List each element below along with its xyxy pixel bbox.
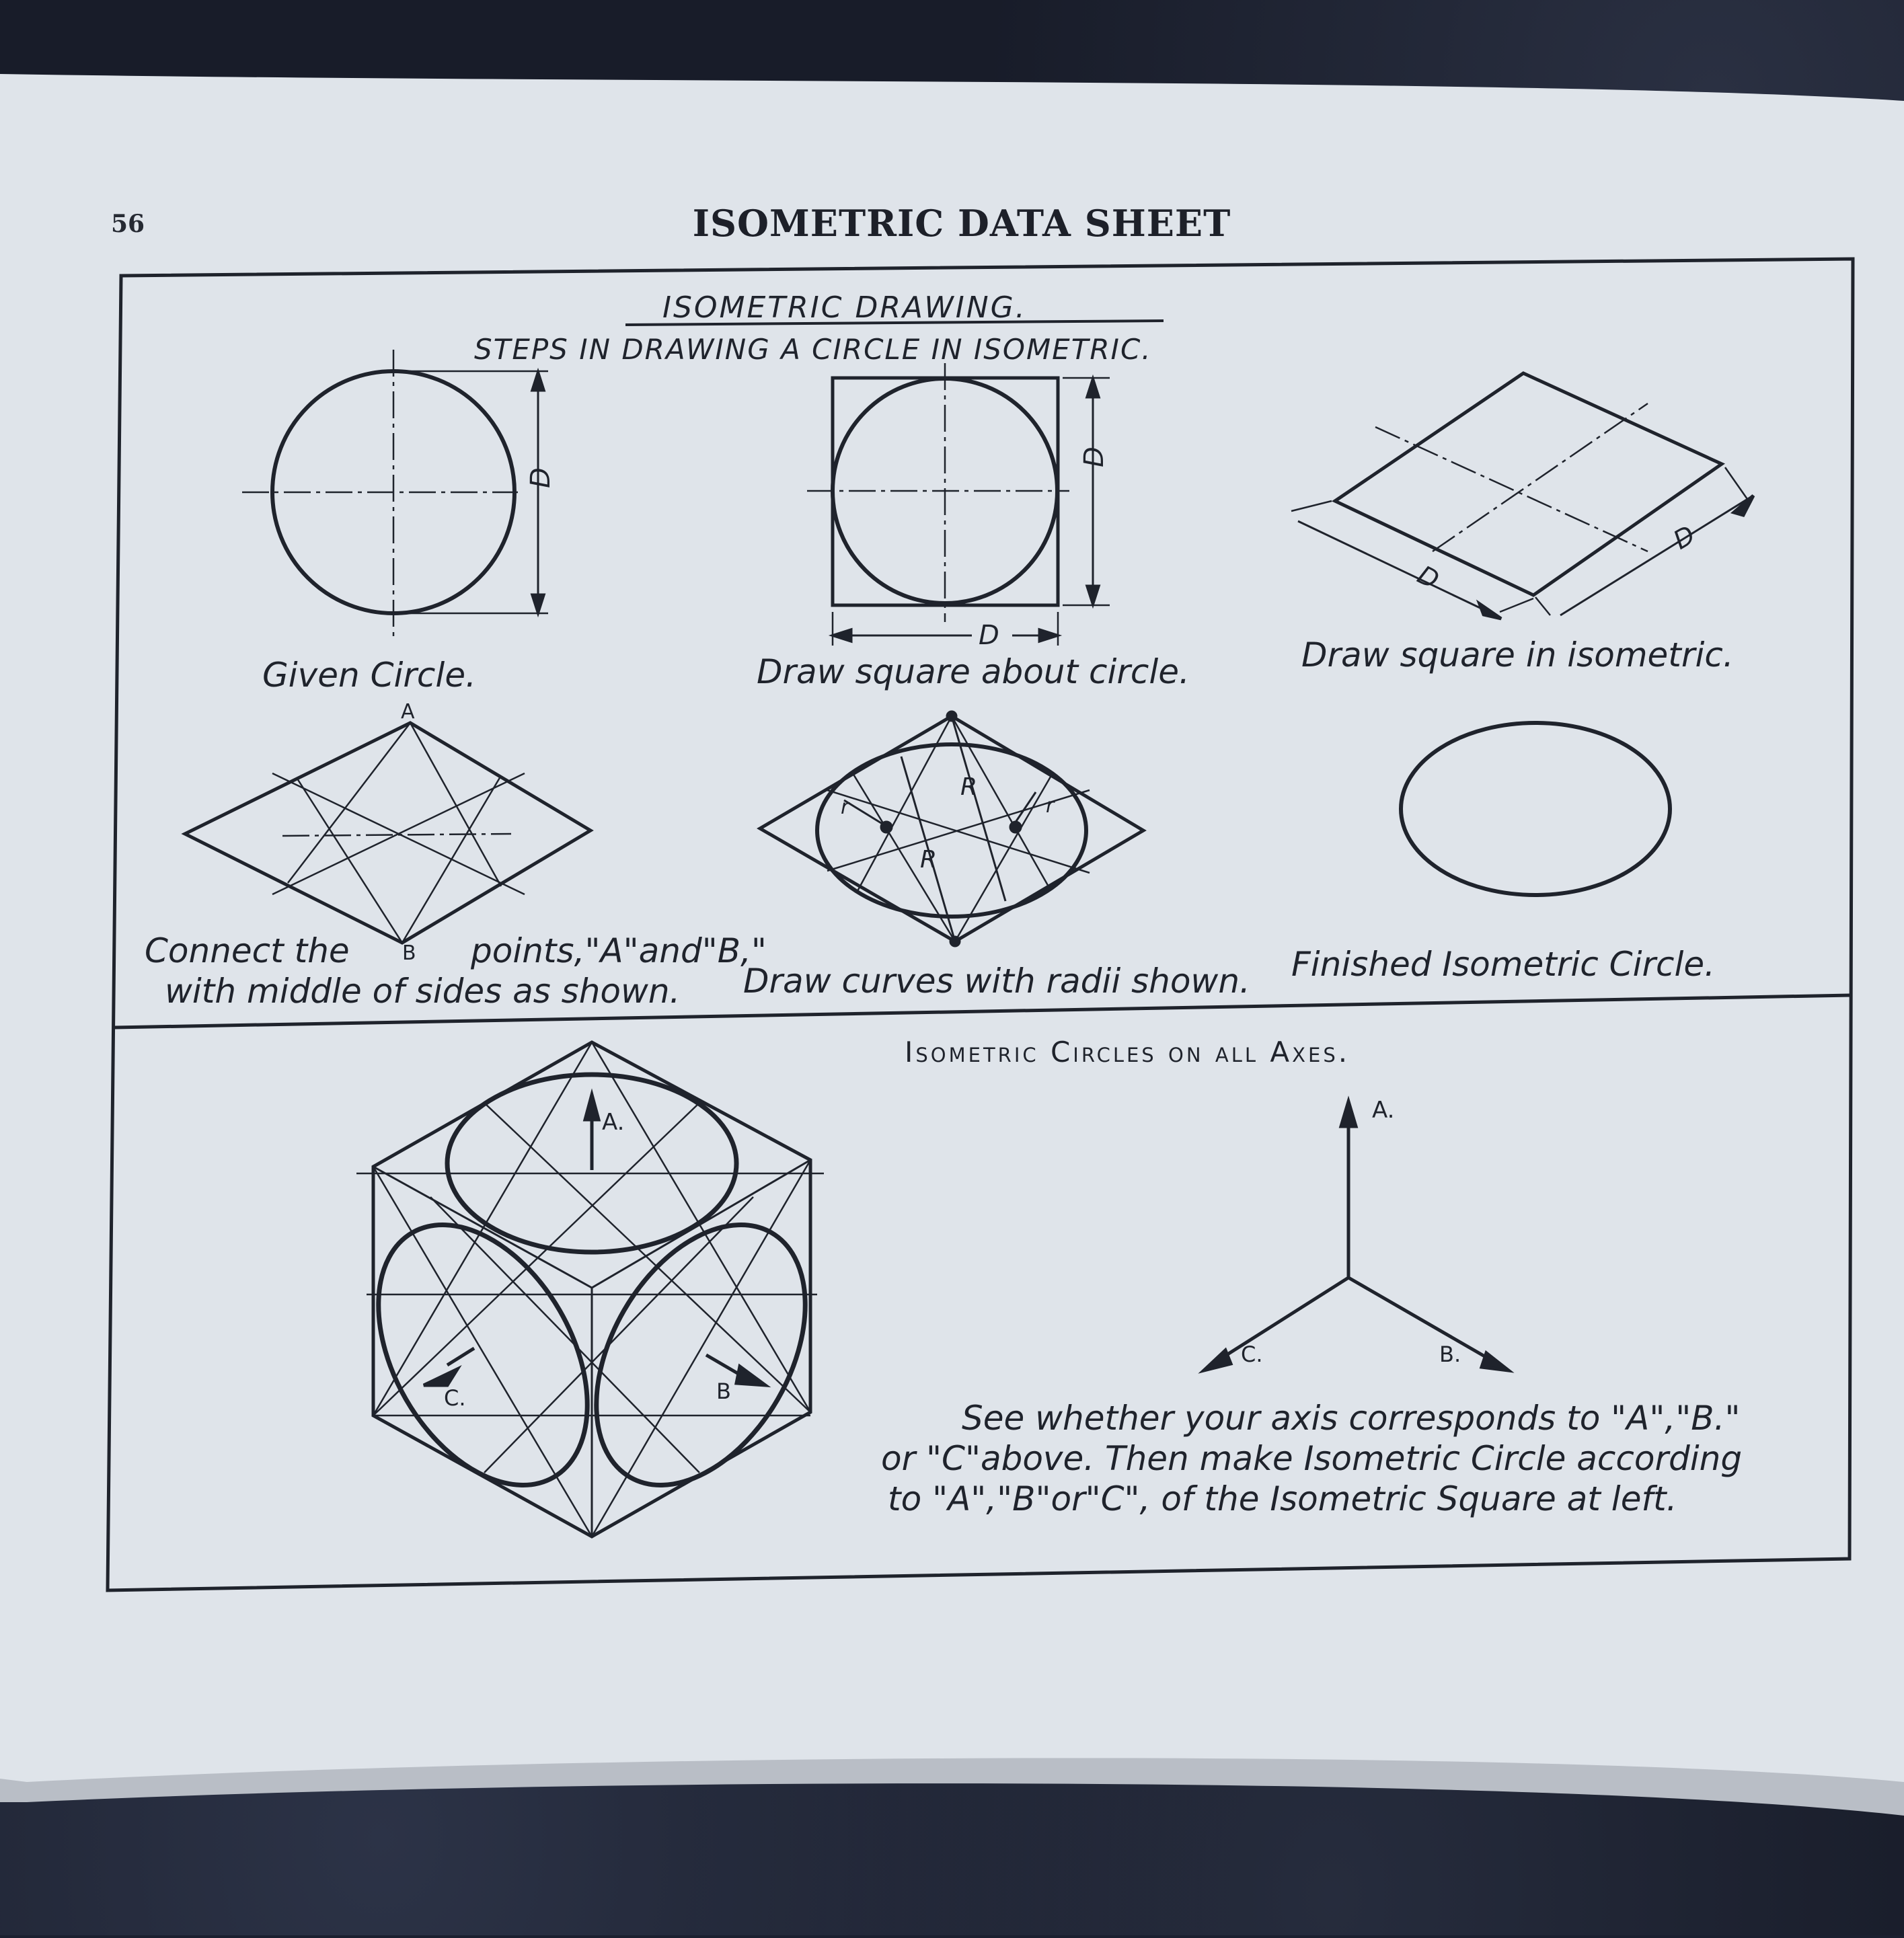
axis-label-b: B. — [1439, 1342, 1461, 1367]
axis-label-a: A. — [1372, 1097, 1395, 1124]
section-subheading: STEPS IN DRAWING A CIRCLE IN ISOMETRIC. — [474, 333, 1152, 366]
step4-caption-line1: Connect the — [145, 931, 350, 970]
dim-label-d: D — [1668, 519, 1700, 555]
step4-caption-line2: with middle of sides as shown. — [165, 972, 681, 1011]
page-number: 56 — [111, 210, 145, 238]
radius-label-R: R — [920, 846, 938, 874]
instruction-line-2: or "C"above. Then make Isometric Circle according — [881, 1439, 1743, 1478]
step3-caption: Draw square in isometric. — [1301, 635, 1734, 674]
point-b-label: B — [402, 941, 416, 965]
point-icon — [951, 937, 959, 945]
instruction-line-3: to "A","B"or"C", of the Isometric Square at left. — [888, 1479, 1677, 1518]
bottom-heading: Isometric Circles on all Axes. — [905, 1036, 1350, 1069]
radius-label-r: r — [841, 796, 849, 819]
cube-label-a: A. — [602, 1109, 625, 1136]
point-a-label: A — [401, 700, 415, 724]
cube-label-c: C. — [444, 1385, 466, 1411]
point-icon — [882, 822, 891, 832]
point-icon — [1011, 822, 1020, 832]
page-title: ISOMETRIC DATA SHEET — [692, 202, 1231, 245]
step1-caption: Given Circle. — [262, 656, 476, 695]
step2-caption: Draw square about circle. — [757, 652, 1190, 691]
instruction-line-1: See whether your axis corresponds to "A","B." — [962, 1399, 1741, 1438]
section-heading: ISOMETRIC DRAWING. — [662, 290, 1027, 325]
step5-caption: Draw curves with radii shown. — [743, 962, 1250, 1001]
dim-label-d: D — [979, 620, 999, 651]
dim-label-d: D — [1079, 447, 1110, 467]
point-icon — [948, 712, 956, 720]
axis-label-c: C. — [1241, 1342, 1263, 1367]
step4-caption-mid: points,"A"and"B," — [471, 931, 767, 970]
cube-label-b: B — [716, 1379, 731, 1404]
radius-label-r: r — [1046, 794, 1055, 818]
step6-caption: Finished Isometric Circle. — [1291, 945, 1716, 984]
radius-label-R: R — [960, 773, 978, 801]
dim-label-d: D — [1412, 559, 1444, 595]
dim-label-d: D — [525, 467, 556, 488]
